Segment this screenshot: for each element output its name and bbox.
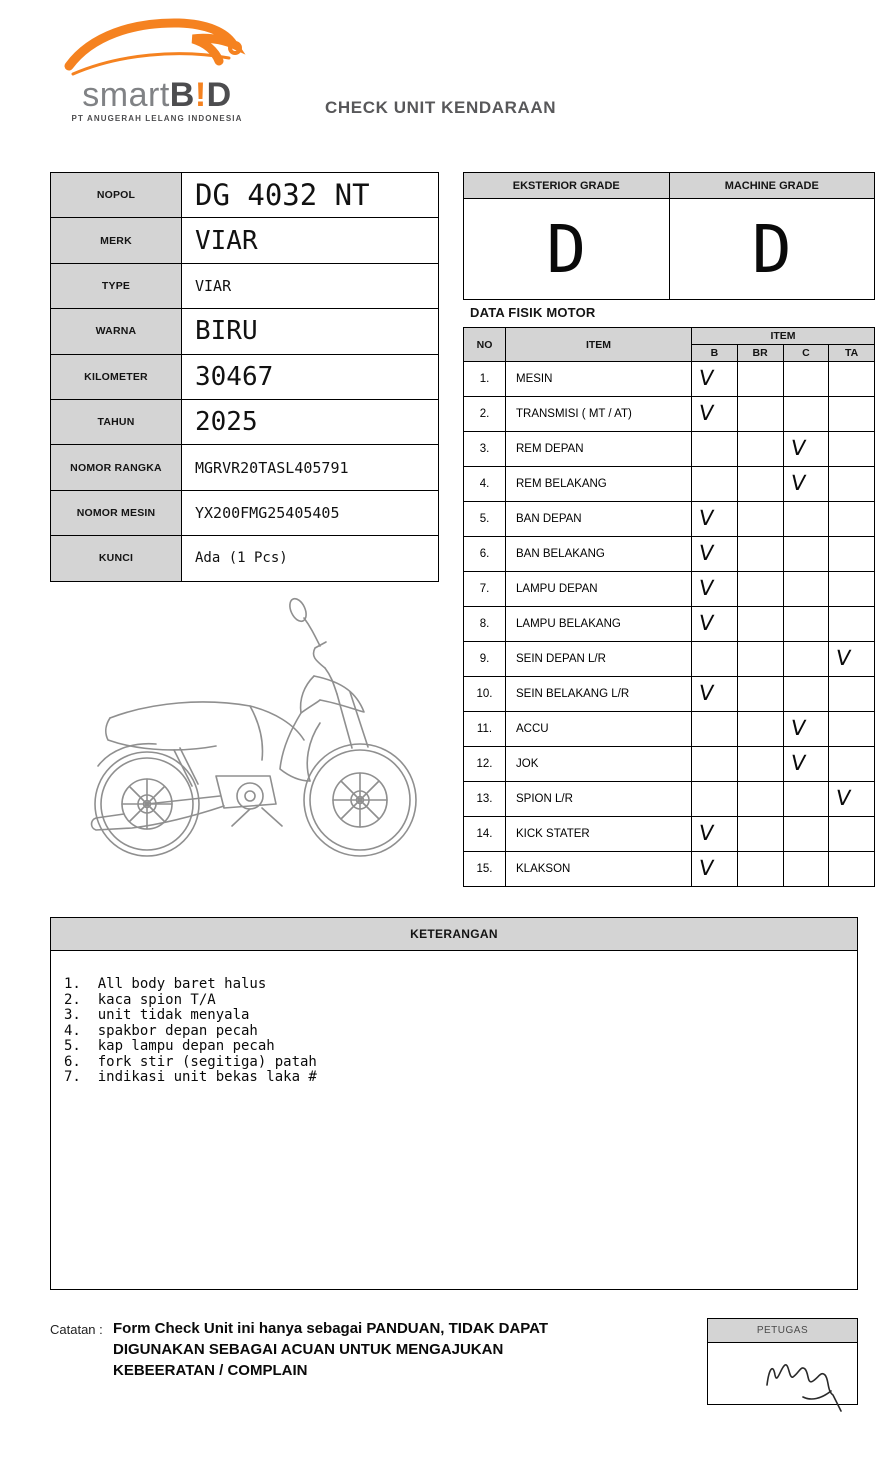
check-mark: V [788,716,807,740]
data-fisik-row [464,432,875,467]
keterangan-line: 7. indikasi unit bekas laka # [64,1069,317,1085]
data-fisik-row [464,467,875,502]
vehicle-info-label: NOMOR MESIN [51,490,182,535]
check-mark: V [697,611,716,635]
vehicle-info-body [51,173,439,582]
check-cell-c [783,432,829,467]
check-mark: V [834,646,853,670]
check-cell-c [783,572,829,607]
keterangan-line: 2. kaca spion T/A [64,991,216,1008]
check-cell-br [737,677,783,712]
vehicle-info-row [51,173,439,218]
check-mark: V [788,436,807,460]
vehicle-info-value: 30467 [182,354,439,399]
vehicle-info-value: Ada (1 Pcs) [182,536,439,581]
vehicle-info-row [51,445,439,490]
check-cell-b [692,747,738,782]
item-label: LAMPU BELAKANG [506,607,692,642]
check-cell-b [692,817,738,852]
petugas-signature-area [708,1343,857,1405]
keterangan-line: 1. All body baret halus [64,976,267,992]
check-mark: V [697,821,716,845]
keterangan-section [50,917,858,1290]
row-number: 5. [464,502,506,537]
check-cell-b [692,432,738,467]
check-cell-br [737,817,783,852]
check-cell-c [783,817,829,852]
check-cell-ta [829,817,875,852]
row-number: 9. [464,642,506,677]
check-mark: V [697,576,716,600]
check-cell-ta [829,607,875,642]
page-title: CHECK UNIT KENDARAAN [325,98,557,117]
check-cell-br [737,432,783,467]
signature [759,1341,851,1419]
item-label: JOK [506,747,692,782]
check-cell-c [783,362,829,397]
data-fisik-row [464,852,875,887]
data-fisik-row [464,712,875,747]
vehicle-info-table [50,172,439,582]
data-fisik-row [464,537,875,572]
item-label: MESIN [506,362,692,397]
row-number: 11. [464,712,506,747]
row-number: 4. [464,467,506,502]
brand-b: B [169,76,195,114]
vehicle-info-value: 2025 [182,399,439,444]
motorcycle-diagram [52,592,447,877]
grade-table [463,172,875,300]
vehicle-info-row [51,309,439,354]
logo-subtitle: PT ANUGERAH LELANG INDONESIA [71,114,243,123]
check-cell-b [692,677,738,712]
petugas-box [707,1318,858,1405]
keterangan-lines [51,951,857,1086]
data-fisik-row [464,607,875,642]
brand-name [52,78,262,112]
check-cell-c [783,467,829,502]
col-header-b: B [692,345,738,362]
data-fisik-row [464,397,875,432]
check-cell-ta [829,782,875,817]
vehicle-info-label: WARNA [51,309,182,354]
data-fisik-head [464,328,875,362]
check-cell-c [783,712,829,747]
col-header-item-group: ITEM [692,328,875,345]
row-number: 10. [464,677,506,712]
item-label: REM BELAKANG [506,467,692,502]
check-cell-ta [829,432,875,467]
check-mark: V [788,751,807,775]
data-fisik-row [464,782,875,817]
row-number: 7. [464,572,506,607]
data-fisik-table [463,327,875,887]
row-number: 13. [464,782,506,817]
check-cell-ta [829,677,875,712]
col-header-br: BR [737,345,783,362]
check-cell-ta [829,642,875,677]
vehicle-info-value: VIAR [182,263,439,308]
check-cell-c [783,782,829,817]
check-mark: V [788,471,807,495]
check-mark: V [697,506,716,530]
check-cell-br [737,642,783,677]
vehicle-info-label: NOMOR RANGKA [51,445,182,490]
check-cell-ta [829,537,875,572]
data-fisik-title: DATA FISIK MOTOR [470,305,596,320]
item-label: REM DEPAN [506,432,692,467]
vehicle-info-value: VIAR [182,218,439,263]
row-number: 12. [464,747,506,782]
exterior-grade-header: EKSTERIOR GRADE [464,173,670,199]
vehicle-info-value: MGRVR20TASL405791 [182,445,439,490]
catatan-label: Catatan : [50,1322,103,1337]
vehicle-info-row [51,218,439,263]
smartbid-logo [52,12,262,123]
machine-grade-value: D [669,199,875,300]
col-header-c: C [783,345,829,362]
check-cell-br [737,397,783,432]
check-cell-ta [829,747,875,782]
item-label: BAN DEPAN [506,502,692,537]
check-cell-b [692,607,738,642]
keterangan-line: 4. spakbor depan pecah [64,1022,258,1039]
item-label: KLAKSON [506,852,692,887]
item-label: SEIN BELAKANG L/R [506,677,692,712]
check-cell-c [783,677,829,712]
row-number: 6. [464,537,506,572]
check-cell-br [737,537,783,572]
check-cell-b [692,782,738,817]
data-fisik-body [464,362,875,887]
check-mark: V [697,856,716,880]
vehicle-info-value: BIRU [182,309,439,354]
check-cell-br [737,607,783,642]
check-cell-br [737,502,783,537]
vehicle-info-row [51,354,439,399]
data-fisik-row [464,817,875,852]
data-fisik-row [464,362,875,397]
vehicle-info-label: TYPE [51,263,182,308]
vehicle-info-value: YX200FMG25405405 [182,490,439,535]
row-number: 2. [464,397,506,432]
brand-d: D [206,76,232,114]
vehicle-info-row [51,490,439,535]
check-mark: V [697,541,716,565]
check-cell-ta [829,397,875,432]
check-cell-br [737,782,783,817]
check-mark: V [697,366,716,390]
row-number: 1. [464,362,506,397]
check-cell-b [692,572,738,607]
check-mark: V [697,401,716,425]
brand-exclamation: ! [194,76,207,114]
row-number: 14. [464,817,506,852]
check-cell-br [737,852,783,887]
col-header-item: ITEM [506,328,692,362]
vehicle-info-row [51,263,439,308]
motorcycle-swoosh-icon [57,12,257,78]
check-cell-b [692,397,738,432]
check-cell-c [783,397,829,432]
check-cell-ta [829,467,875,502]
data-fisik-row [464,572,875,607]
check-cell-b [692,467,738,502]
data-fisik-row [464,747,875,782]
item-label: KICK STATER [506,817,692,852]
machine-grade-header: MACHINE GRADE [669,173,875,199]
check-cell-c [783,747,829,782]
catatan-text: Form Check Unit ini hanya sebagai PANDUAN, TIDAK DAPAT DIGUNAKAN SEBAGAI ACUAN UNTUK MENGAJUKAN KEBEERATAN / COMPLAIN [113,1320,549,1379]
col-header-ta: TA [829,345,875,362]
vehicle-info-value: DG 4032 NT [182,173,439,218]
check-mark: V [834,786,853,810]
check-cell-b [692,362,738,397]
data-fisik-row [464,677,875,712]
row-number: 3. [464,432,506,467]
item-label: TRANSMISI ( MT / AT) [506,397,692,432]
check-cell-ta [829,502,875,537]
check-cell-ta [829,572,875,607]
row-number: 8. [464,607,506,642]
check-cell-b [692,502,738,537]
vehicle-info-row [51,399,439,444]
check-cell-c [783,502,829,537]
vehicle-info-label: MERK [51,218,182,263]
vehicle-info-label: KUNCI [51,536,182,581]
check-mark: V [697,681,716,705]
vehicle-info-label: TAHUN [51,399,182,444]
check-cell-br [737,467,783,502]
check-cell-b [692,642,738,677]
row-number: 15. [464,852,506,887]
check-cell-ta [829,362,875,397]
check-cell-ta [829,852,875,887]
check-cell-b [692,852,738,887]
data-fisik-row [464,642,875,677]
vehicle-info-label: KILOMETER [51,354,182,399]
item-label: BAN BELAKANG [506,537,692,572]
data-fisik-row [464,502,875,537]
vehicle-info-label: NOPOL [51,173,182,218]
check-cell-c [783,537,829,572]
exterior-grade-value: D [464,199,670,300]
item-label: SPION L/R [506,782,692,817]
brand-smart: smart [82,76,170,114]
item-label: ACCU [506,712,692,747]
petugas-header: PETUGAS [708,1319,857,1343]
vehicle-info-row [51,536,439,581]
keterangan-line: 5. kap lampu depan pecah [64,1038,275,1054]
keterangan-header: KETERANGAN [51,918,857,951]
check-cell-b [692,712,738,747]
check-cell-c [783,642,829,677]
check-cell-c [783,607,829,642]
check-cell-br [737,747,783,782]
check-cell-ta [829,712,875,747]
check-cell-b [692,537,738,572]
keterangan-line: 3. unit tidak menyala [64,1007,250,1023]
keterangan-line: 6. fork stir (segitiga) patah [64,1053,317,1070]
item-label: LAMPU DEPAN [506,572,692,607]
col-header-no: NO [464,328,506,362]
check-cell-c [783,852,829,887]
check-cell-br [737,362,783,397]
check-cell-br [737,572,783,607]
check-cell-br [737,712,783,747]
item-label: SEIN DEPAN L/R [506,642,692,677]
